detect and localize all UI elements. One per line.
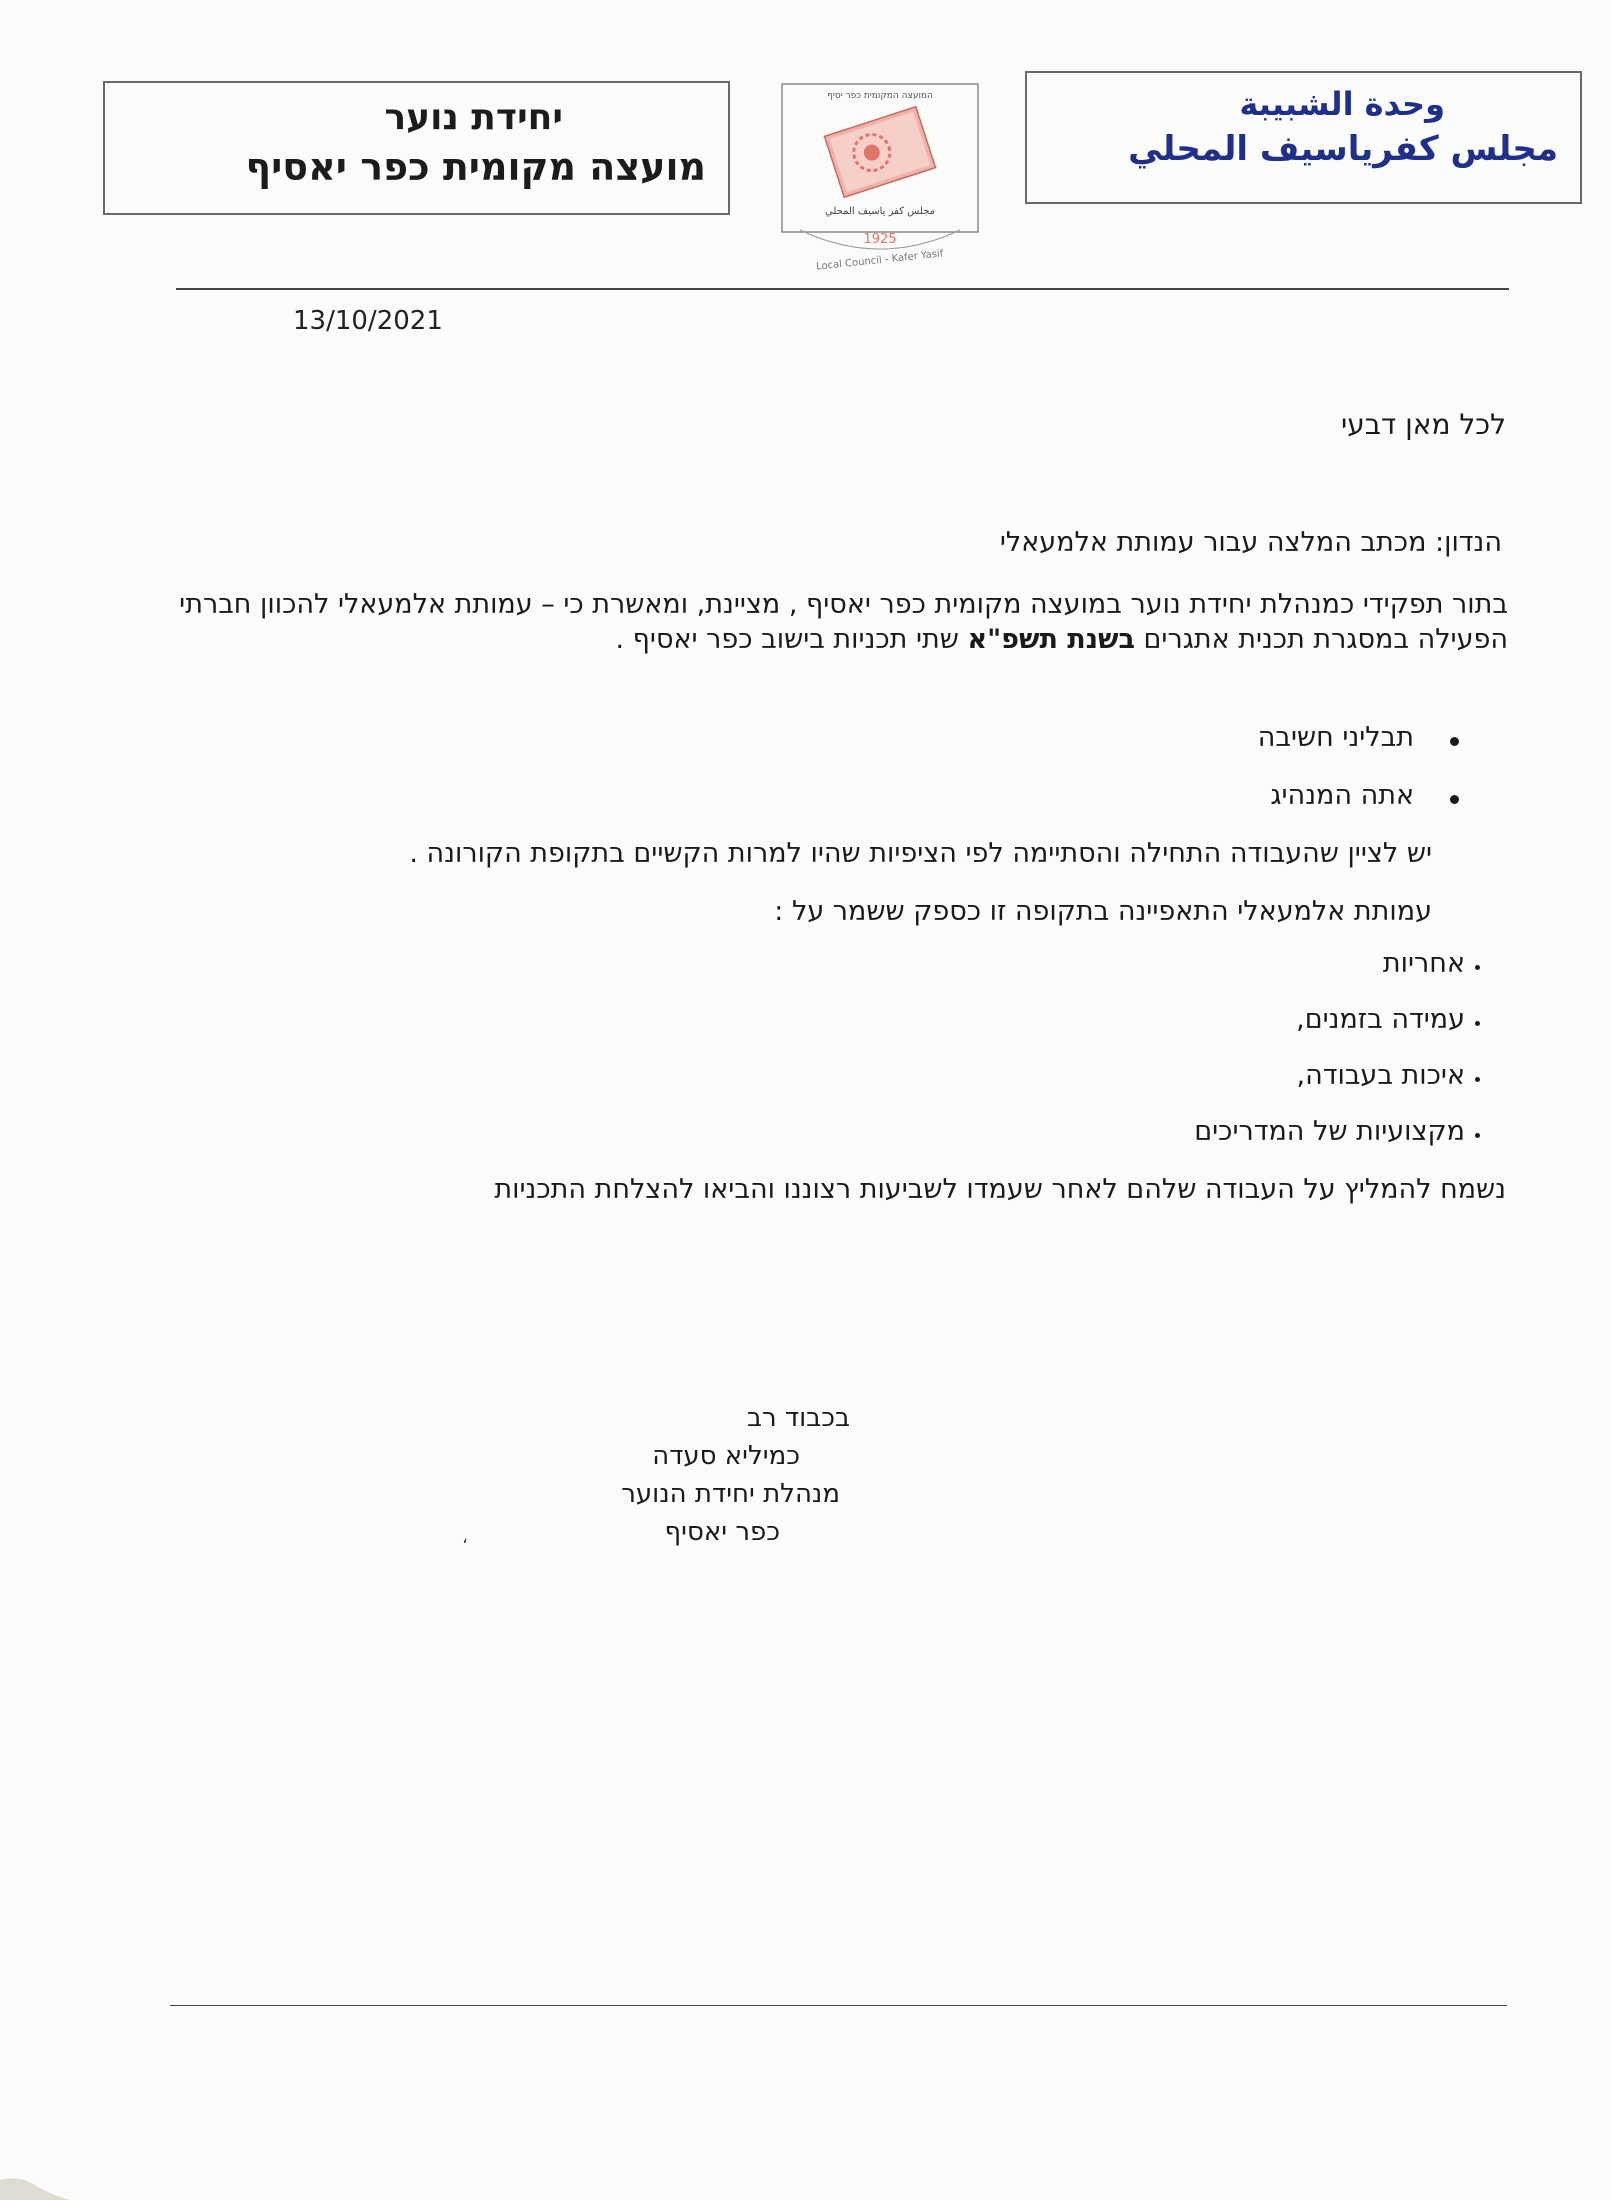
arabic-council-name: مجلس كفرياسيف المحلي: [1128, 129, 1558, 169]
paper-stain: [0, 2170, 70, 2200]
paragraph-part-1: בתור תפקידי כמנהלת יחידת נוער במועצה מקומית כפר יאסיף , מציינת, ומאשרת כי – עמותת אלמעאלי להכוון חברתי הפעילה במסגרת תכנית אתגרים: [179, 589, 1508, 655]
hebrew-unit-name: יחידת נוער: [384, 97, 563, 138]
letter-date: 13/10/2021: [293, 306, 443, 336]
footer-divider: [170, 2005, 1507, 2006]
seal-arabic-text: مجلس كفر ياسيف المحلي: [824, 206, 936, 217]
bullet-icon: [1475, 965, 1480, 970]
program-item: תבליני חשיבה: [1257, 722, 1414, 753]
signature-regards: בכבוד רב: [746, 1403, 850, 1433]
quality-item: אחריות: [1382, 948, 1465, 979]
bullet-icon: [1475, 1021, 1480, 1026]
arabic-header-box: [1025, 71, 1582, 204]
bullet-icon: [1475, 1133, 1480, 1138]
seal-book-emblem: [824, 107, 935, 198]
header-divider: [176, 288, 1509, 290]
arabic-unit-name: وحدة الشبيبة: [1239, 85, 1445, 123]
seal-year: 1925: [863, 232, 897, 247]
corona-note: יש לציין שהעבודה התחילה והסתיימה לפי הציפיות שהיו למרות הקשיים בתקופת הקורונה .: [409, 838, 1432, 869]
quality-item: איכות בעבודה,: [1296, 1060, 1465, 1091]
paragraph-part-2: שתי תכניות בישוב כפר יאסיף .: [615, 624, 968, 655]
seal-top-text: המועצה המקומית כפר יסיף: [827, 91, 933, 101]
quality-item: מקצועיות של המדריכים: [1194, 1116, 1465, 1147]
paragraph-bold-year: בשנת תשפ"א: [967, 624, 1135, 655]
seal-bottom-text: Local Council - Kafer Yasif: [815, 248, 944, 273]
bullet-icon: [1475, 1077, 1480, 1082]
signature-location: כפר יאסיף: [664, 1517, 780, 1547]
hebrew-council-name: מועצה מקומית כפר יאסיף: [245, 145, 706, 189]
body-paragraph: [88, 587, 1508, 657]
signature-mark: ،: [462, 1527, 468, 1548]
signature-title: מנהלת יחידת הנוער: [621, 1479, 840, 1509]
bullet-icon: [1450, 737, 1459, 746]
salutation: לכל מאן דבעי: [1340, 408, 1506, 441]
bullet-icon: [1450, 795, 1459, 804]
council-seal-icon: [760, 80, 1000, 280]
quality-item: עמידה בזמנים,: [1296, 1004, 1465, 1035]
hebrew-header-box: [103, 81, 730, 215]
signature-name: כמיליא סעדה: [652, 1441, 800, 1471]
qualities-intro: עמותת אלמעאלי התאפיינה בתקופה זו כספק ששמר על :: [774, 896, 1432, 927]
subject-line: הנדון: מכתב המלצה עבור עמותת אלמעאלי: [999, 527, 1502, 558]
program-item: אתה המנהיג: [1270, 780, 1414, 811]
closing-sentence: נשמח להמליץ על העבודה שלהם לאחר שעמדו לשביעות רצוננו והביאו להצלחת התכניות: [494, 1174, 1506, 1205]
